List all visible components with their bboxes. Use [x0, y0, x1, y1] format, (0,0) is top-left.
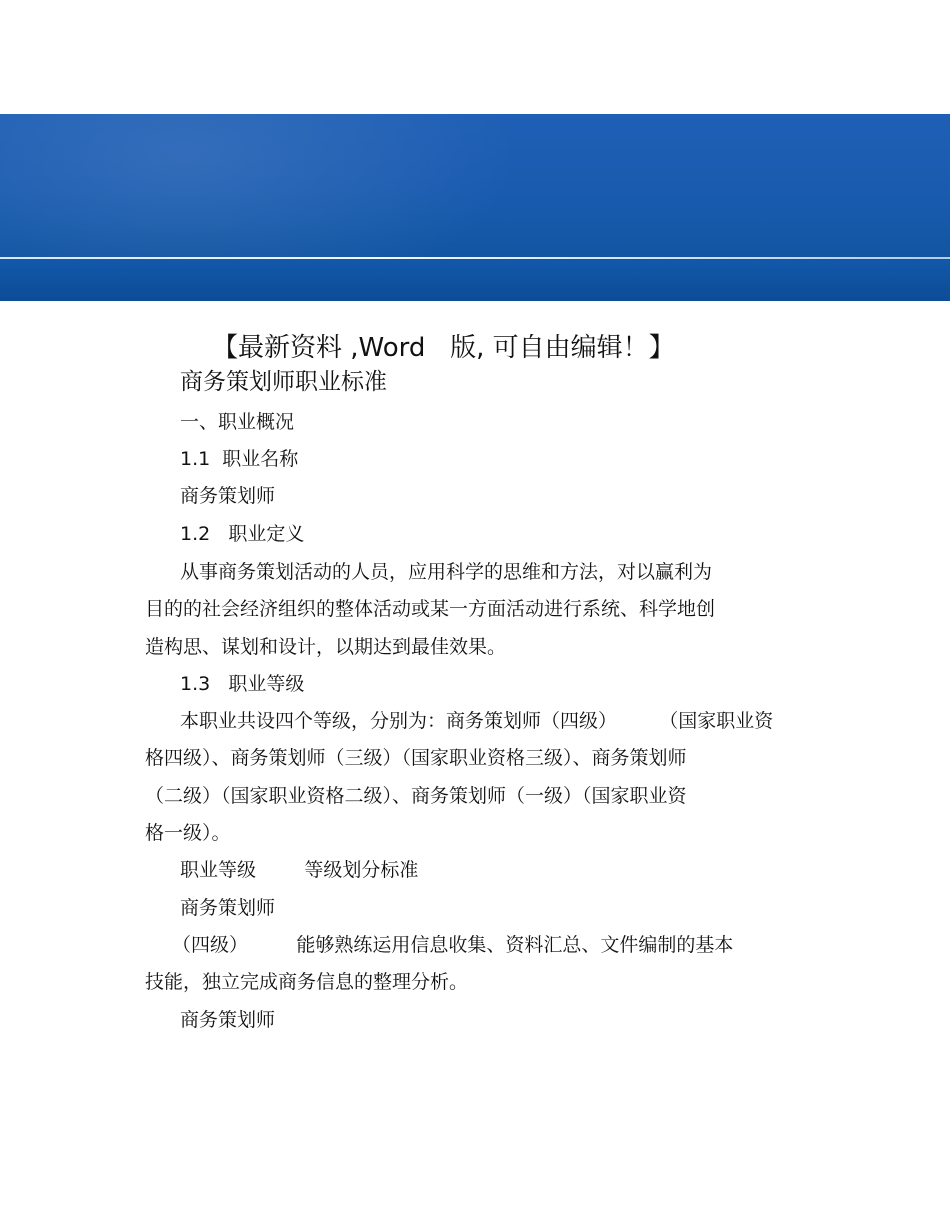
subsection-heading: 1.2 职业定义	[180, 523, 305, 545]
paragraph-line: 从事商务策划活动的人员，应用科学的思维和方法，对以赢利为	[180, 561, 713, 583]
header-banner	[0, 114, 950, 301]
banner-band	[0, 260, 950, 301]
banner-divider-line	[0, 257, 950, 259]
section-heading: 一、职业概况	[180, 411, 295, 433]
subsection-heading: 1.3 职业等级	[180, 673, 305, 695]
paragraph-line: （二级）（国家职业资格二级）、商务策划师（一级）（国家职业资	[145, 785, 687, 807]
paragraph-line: 格四级）、商务策划师（三级）（国家职业资格三级）、商务策划师	[145, 747, 687, 769]
paragraph-line: 目的的社会经济组织的整体活动或某一方面活动进行系统、科学地创	[145, 598, 716, 620]
document-subtitle: 商务策划师职业标准	[180, 369, 387, 395]
paragraph-line: 本职业共设四个等级，分别为：商务策划师（四级） （国家职业资	[180, 710, 774, 732]
paragraph-line: 商务策划师	[180, 897, 276, 919]
paragraph-line: 技能，独立完成商务信息的整理分析。	[145, 971, 469, 993]
subsection-heading: 1.1 职业名称	[180, 448, 299, 470]
paragraph-line: 格一级）。	[145, 822, 231, 844]
paragraph-line: （四级） 能够熟练运用信息收集、资料汇总、文件编制的基本	[172, 934, 734, 956]
paragraph-line: 商务策划师	[180, 1009, 276, 1031]
document-title: 【最新资料 ,Word 版, 可自由编辑！】	[212, 333, 675, 363]
paragraph-line: 商务策划师	[180, 485, 276, 507]
paragraph-line: 造构思、谋划和设计，以期达到最佳效果。	[145, 636, 507, 658]
table-header-line: 职业等级 等级划分标准	[180, 859, 419, 881]
